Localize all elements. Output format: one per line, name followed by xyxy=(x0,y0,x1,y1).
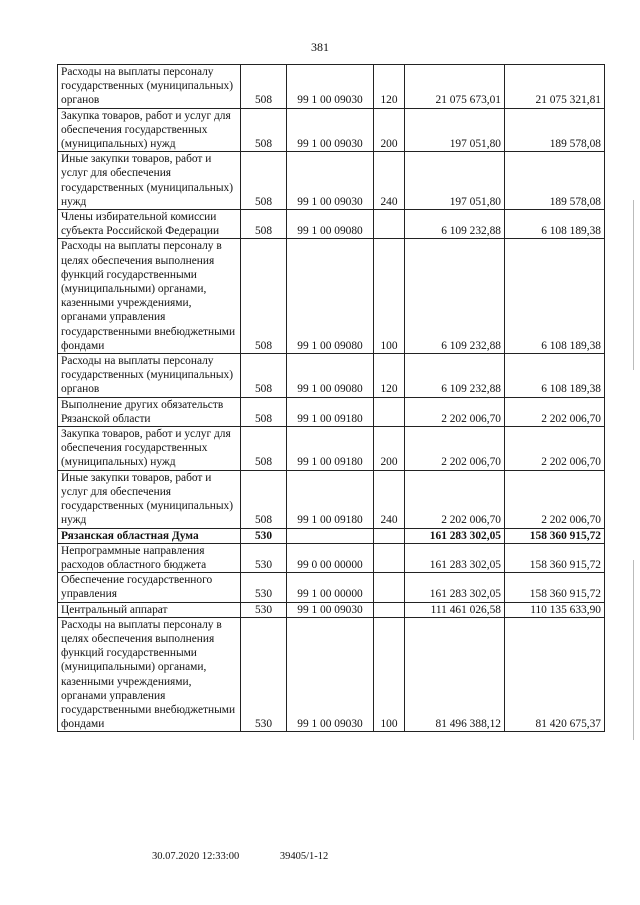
cell-target-code: 99 1 00 09080 xyxy=(287,354,374,398)
cell-ministry-code: 530 xyxy=(241,543,287,572)
cell-amount-1: 161 283 302,05 xyxy=(405,528,505,543)
cell-target-code: 99 1 00 09080 xyxy=(287,239,374,354)
cell-amount-1: 6 109 232,88 xyxy=(405,210,505,239)
cell-expense-type xyxy=(374,210,405,239)
cell-ministry-code: 508 xyxy=(241,427,287,471)
cell-name: Расходы на выплаты персоналу государственных (муниципальных) органов xyxy=(58,354,241,398)
cell-expense-type xyxy=(374,528,405,543)
cell-amount-2: 158 360 915,72 xyxy=(505,528,605,543)
cell-target-code: 99 1 00 09180 xyxy=(287,397,374,426)
cell-expense-type xyxy=(374,397,405,426)
cell-amount-1: 197 051,80 xyxy=(405,108,505,152)
cell-amount-2: 6 108 189,38 xyxy=(505,239,605,354)
cell-expense-type: 100 xyxy=(374,239,405,354)
cell-expense-type: 120 xyxy=(374,65,405,109)
cell-amount-2: 21 075 321,81 xyxy=(505,65,605,109)
cell-expense-type: 240 xyxy=(374,470,405,528)
cell-expense-type: 240 xyxy=(374,152,405,210)
table-row xyxy=(58,354,605,398)
cell-name: Расходы на выплаты персоналу в целях обеспечения выполнения функций государственными (муниципальными) органами, казенными учреждениями, органами управления государственными внебюджетными фондами xyxy=(58,617,241,732)
cell-ministry-code: 508 xyxy=(241,354,287,398)
cell-name: Рязанская областная Дума xyxy=(58,528,241,543)
cell-name: Выполнение других обязательств Рязанской области xyxy=(58,397,241,426)
cell-amount-2: 81 420 675,37 xyxy=(505,617,605,732)
cell-name: Центральный аппарат xyxy=(58,602,241,617)
cell-name: Закупка товаров, работ и услуг для обеспечения государственных (муниципальных) нужд xyxy=(58,427,241,471)
cell-amount-1: 2 202 006,70 xyxy=(405,427,505,471)
cell-target-code: 99 1 00 09180 xyxy=(287,470,374,528)
table-row xyxy=(58,528,605,543)
cell-name: Непрограммные направления расходов областного бюджета xyxy=(58,543,241,572)
table-row xyxy=(58,427,605,471)
cell-ministry-code: 530 xyxy=(241,528,287,543)
table-row xyxy=(58,602,605,617)
cell-amount-1: 161 283 302,05 xyxy=(405,573,505,602)
cell-name: Закупка товаров, работ и услуг для обеспечения государственных (муниципальных) нужд xyxy=(58,108,241,152)
footer-datetime: 30.07.2020 12:33:00 xyxy=(152,851,240,862)
cell-amount-1: 197 051,80 xyxy=(405,152,505,210)
cell-expense-type: 120 xyxy=(374,354,405,398)
table-row xyxy=(58,543,605,572)
cell-target-code: 99 1 00 09030 xyxy=(287,152,374,210)
table-row xyxy=(58,617,605,732)
cell-amount-1: 6 109 232,88 xyxy=(405,239,505,354)
cell-target-code: 99 1 00 09030 xyxy=(287,602,374,617)
cell-target-code xyxy=(287,528,374,543)
budget-table xyxy=(57,64,605,732)
table-row xyxy=(58,152,605,210)
cell-name: Обеспечение государственного управления xyxy=(58,573,241,602)
cell-ministry-code: 508 xyxy=(241,397,287,426)
cell-target-code: 99 1 00 09030 xyxy=(287,108,374,152)
cell-name: Иные закупки товаров, работ и услуг для обеспечения государственных (муниципальных) нужд xyxy=(58,152,241,210)
cell-ministry-code: 508 xyxy=(241,152,287,210)
cell-amount-2: 110 135 633,90 xyxy=(505,602,605,617)
cell-expense-type xyxy=(374,573,405,602)
cell-amount-2: 158 360 915,72 xyxy=(505,573,605,602)
cell-target-code: 99 1 00 00000 xyxy=(287,573,374,602)
cell-target-code: 99 1 00 09180 xyxy=(287,427,374,471)
cell-expense-type xyxy=(374,602,405,617)
budget-table-body xyxy=(58,65,605,732)
cell-expense-type: 200 xyxy=(374,427,405,471)
cell-amount-2: 158 360 915,72 xyxy=(505,543,605,572)
cell-target-code: 99 1 00 09030 xyxy=(287,65,374,109)
cell-name: Расходы на выплаты персоналу в целях обеспечения выполнения функций государственными (муниципальными) органами, казенными учреждениями, органами управления государственными внебюджетными фондами xyxy=(58,239,241,354)
page-number: 381 xyxy=(311,40,329,54)
scan-edge-mark xyxy=(633,560,634,740)
cell-amount-1: 2 202 006,70 xyxy=(405,470,505,528)
table-row xyxy=(58,210,605,239)
footer-doc-id: 39405/1-12 xyxy=(279,851,329,862)
cell-ministry-code: 530 xyxy=(241,617,287,732)
table-row xyxy=(58,573,605,602)
cell-expense-type: 200 xyxy=(374,108,405,152)
cell-name: Расходы на выплаты персоналу государственных (муниципальных) органов xyxy=(58,65,241,109)
cell-name: Члены избирательной комиссии субъекта Российской Федерации xyxy=(58,210,241,239)
cell-amount-2: 6 108 189,38 xyxy=(505,210,605,239)
cell-target-code: 99 1 00 09080 xyxy=(287,210,374,239)
cell-amount-1: 2 202 006,70 xyxy=(405,397,505,426)
table-row xyxy=(58,108,605,152)
cell-amount-1: 81 496 388,12 xyxy=(405,617,505,732)
cell-amount-2: 2 202 006,70 xyxy=(505,397,605,426)
cell-ministry-code: 530 xyxy=(241,602,287,617)
cell-name: Иные закупки товаров, работ и услуг для обеспечения государственных (муниципальных) нужд xyxy=(58,470,241,528)
table-row xyxy=(58,397,605,426)
cell-ministry-code: 508 xyxy=(241,65,287,109)
footer xyxy=(152,851,366,862)
cell-ministry-code: 508 xyxy=(241,239,287,354)
cell-amount-1: 161 283 302,05 xyxy=(405,543,505,572)
cell-target-code: 99 0 00 00000 xyxy=(287,543,374,572)
cell-target-code: 99 1 00 09030 xyxy=(287,617,374,732)
cell-amount-2: 6 108 189,38 xyxy=(505,354,605,398)
cell-amount-2: 2 202 006,70 xyxy=(505,427,605,471)
cell-amount-1: 6 109 232,88 xyxy=(405,354,505,398)
cell-amount-2: 189 578,08 xyxy=(505,152,605,210)
cell-ministry-code: 508 xyxy=(241,108,287,152)
cell-expense-type: 100 xyxy=(374,617,405,732)
cell-amount-2: 2 202 006,70 xyxy=(505,470,605,528)
table-row xyxy=(58,65,605,109)
cell-amount-2: 189 578,08 xyxy=(505,108,605,152)
cell-ministry-code: 530 xyxy=(241,573,287,602)
table-row xyxy=(58,239,605,354)
cell-ministry-code: 508 xyxy=(241,470,287,528)
cell-amount-1: 21 075 673,01 xyxy=(405,65,505,109)
scan-edge-mark xyxy=(633,200,634,370)
cell-amount-1: 111 461 026,58 xyxy=(405,602,505,617)
cell-expense-type xyxy=(374,543,405,572)
cell-ministry-code: 508 xyxy=(241,210,287,239)
table-row xyxy=(58,470,605,528)
